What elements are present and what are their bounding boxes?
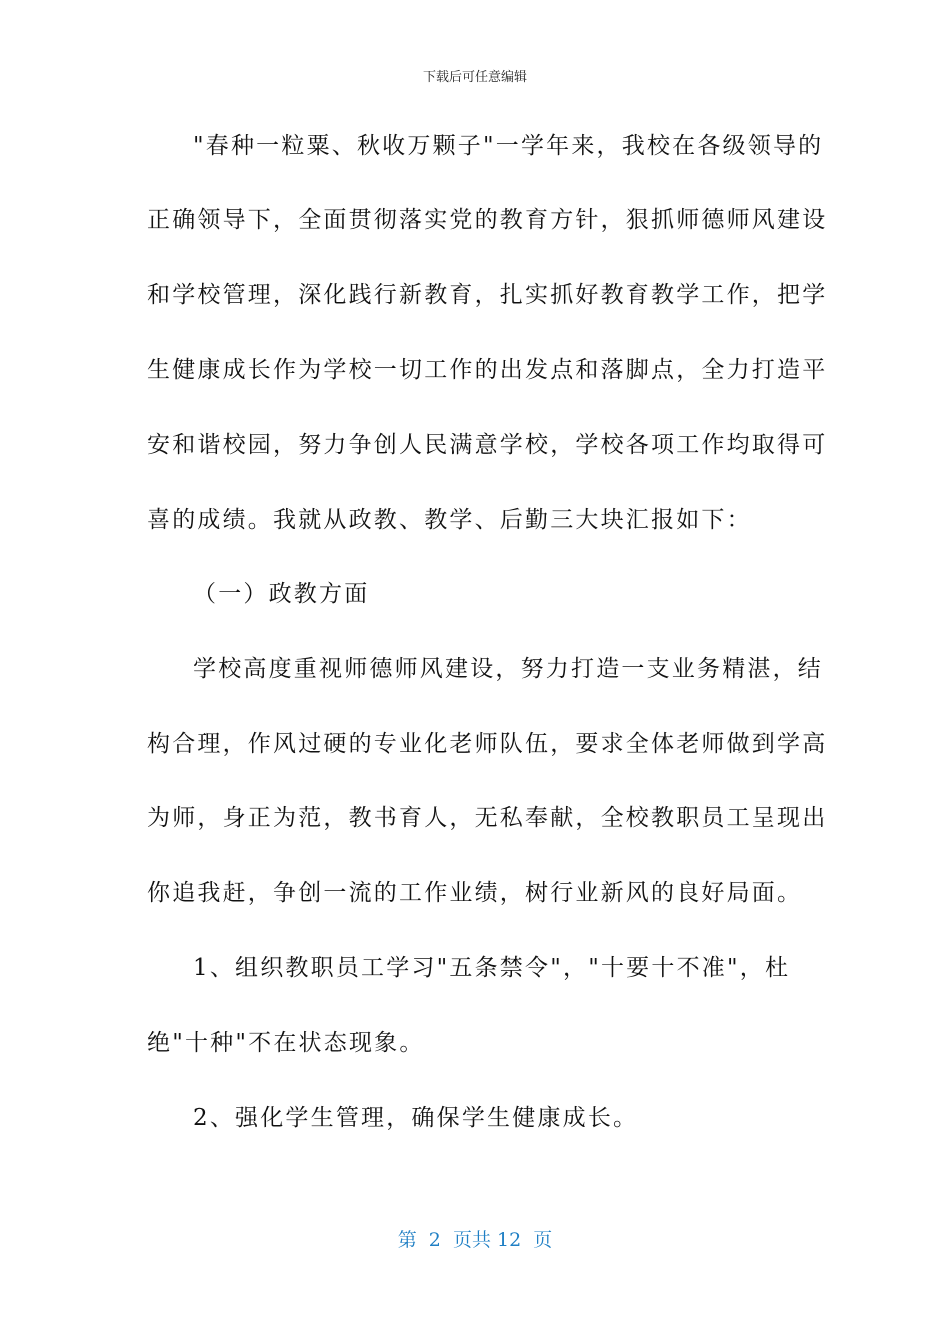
page-header: 下载后可任意编辑 bbox=[422, 70, 527, 85]
list-item-1-line-1: 1、组织教职员工学习"五条禁令"，"十要十不准"，杜 bbox=[193, 955, 791, 981]
paragraph-1-line-6: 喜的成绩。我就从政教、教学、后勤三大块汇报如下： bbox=[147, 507, 752, 533]
list-item-1-line-2: 绝"十种"不在状态现象。 bbox=[147, 1030, 425, 1056]
paragraph-2-line-1: 学校高度重视师德师风建设，努力打造一支业务精湛，结 bbox=[193, 656, 823, 682]
paragraph-1-line-1: "春种一粒粟、秋收万颗子"一学年来，我校在各级领导的 bbox=[193, 133, 824, 159]
paragraph-1-line-5: 安和谐校园，努力争创人民满意学校，学校各项工作均取得可 bbox=[147, 432, 828, 458]
section-heading: （一）政教方面 bbox=[193, 581, 370, 607]
page-footer: 第 2 页共 12 页 bbox=[397, 1229, 553, 1251]
paragraph-2-line-3: 为师，身正为范，教书育人，无私奉献，全校教职员工呈现出 bbox=[147, 805, 828, 831]
list-item-2: 2、强化学生管理，确保学生健康成长。 bbox=[193, 1105, 639, 1131]
paragraph-2-line-4: 你追我赶，争创一流的工作业绩，树行业新风的良好局面。 bbox=[147, 880, 803, 906]
paragraph-2-line-2: 构合理，作风过硬的专业化老师队伍，要求全体老师做到学高 bbox=[147, 731, 828, 757]
paragraph-1-line-4: 生健康成长作为学校一切工作的出发点和落脚点，全力打造平 bbox=[147, 357, 828, 383]
paragraph-1-line-3: 和学校管理，深化践行新教育，扎实抓好教育教学工作，把学 bbox=[147, 282, 828, 308]
paragraph-1-line-2: 正确领导下，全面贯彻落实党的教育方针，狠抓师德师风建设 bbox=[147, 207, 828, 233]
